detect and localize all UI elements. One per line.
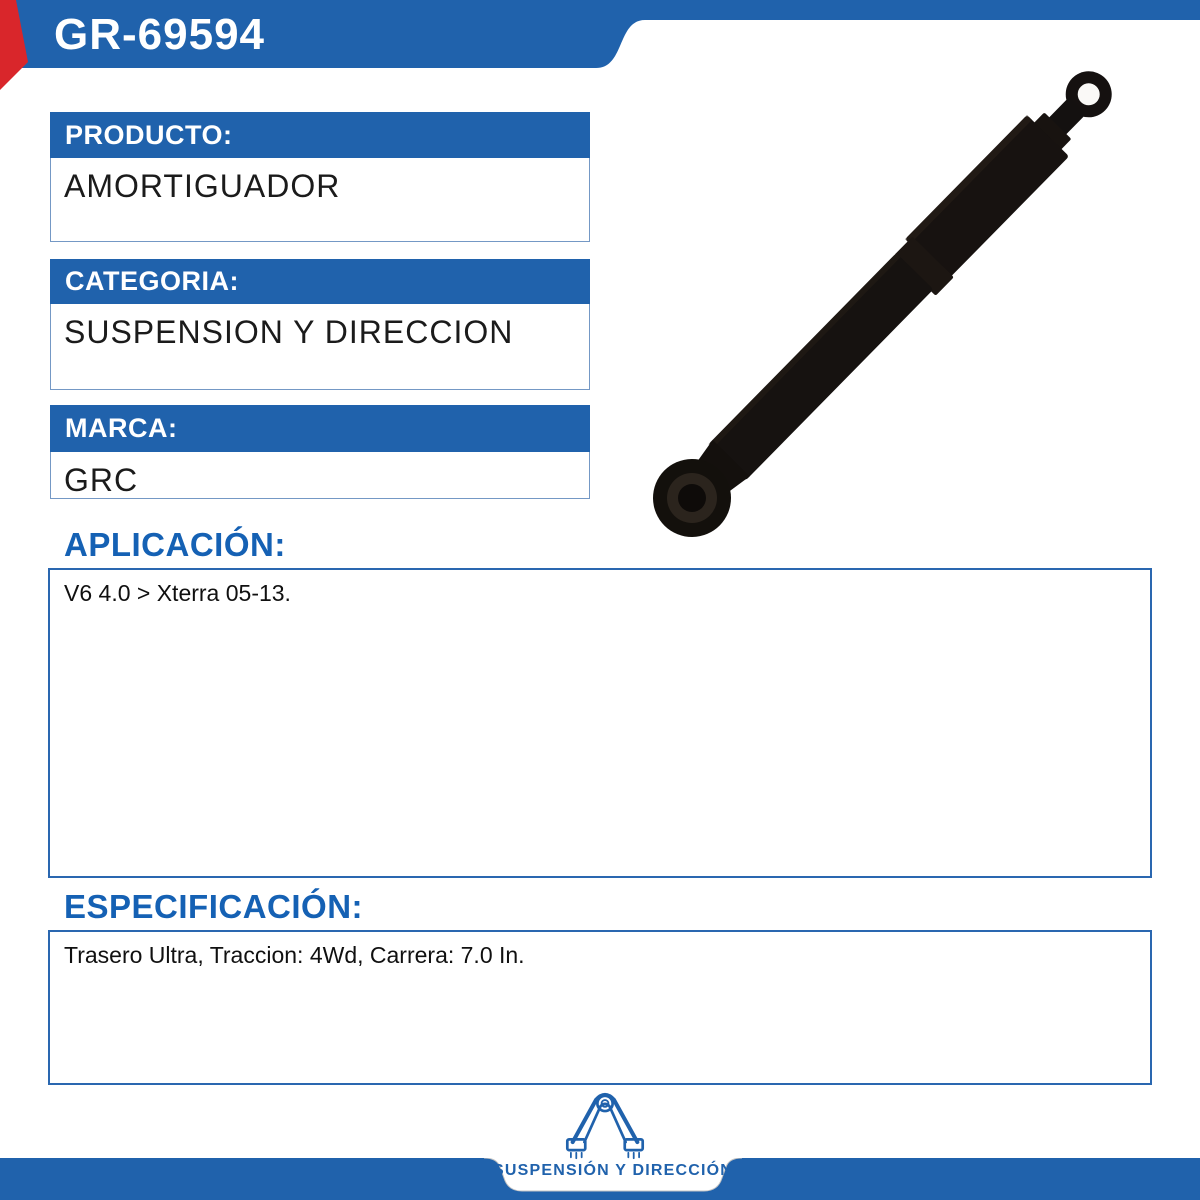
aplicacion-content: V6 4.0 > Xterra 05-13. [64, 580, 291, 606]
marca-value-box: GRC [50, 452, 590, 499]
marca-label-bar: MARCA: [50, 405, 590, 452]
aplicacion-heading: APLICACIÓN: [64, 526, 286, 563]
aplicacion-box [48, 568, 1152, 878]
especificacion-heading: ESPECIFICACIÓN: [64, 888, 364, 925]
especificacion-content: Trasero Ultra, Traccion: 4Wd, Carrera: 7.0 In. [64, 942, 525, 968]
producto-label-bar: PRODUCTO: [50, 112, 590, 158]
categoria-value-box: SUSPENSION Y DIRECCION [50, 304, 590, 390]
producto-value-box: AMORTIGUADOR [50, 158, 590, 242]
footer-brand-text: SUSPENSIÓN Y DIRECCIÓN [492, 1162, 734, 1179]
shock-absorber-photo [600, 20, 1200, 565]
especificacion-box [48, 930, 1152, 1085]
part-number-title: GR-69594 [54, 10, 266, 59]
categoria-label-bar: CATEGORIA: [50, 259, 590, 304]
control-arm-icon [560, 1090, 650, 1160]
